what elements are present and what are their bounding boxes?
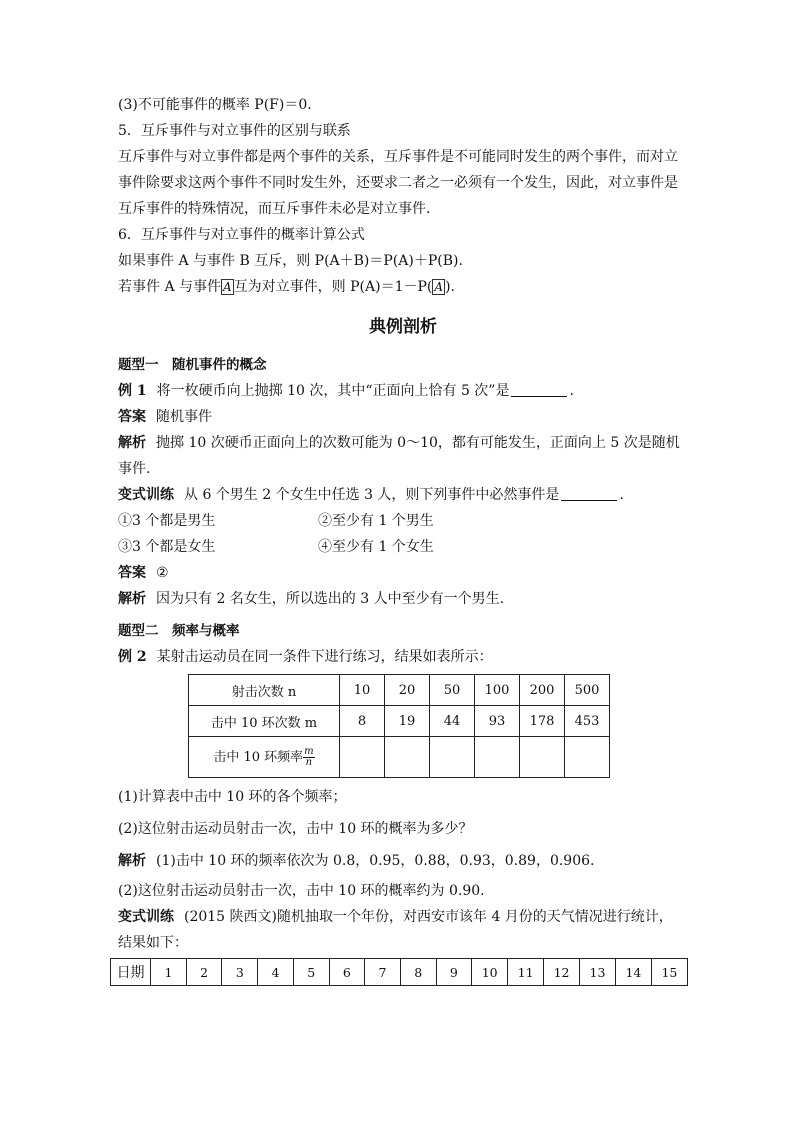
table-row: [189, 737, 610, 778]
table-cell: [430, 737, 475, 778]
table-cell: 5: [293, 959, 329, 986]
table-cell: 击中 10 环次数 m: [189, 706, 340, 737]
table-cell: 453: [565, 706, 610, 737]
options-row-2: [118, 534, 688, 560]
table-cell: 1: [151, 959, 187, 986]
paragraph-5-line-1: 互斥事件与对立事件都是两个事件的关系，互斥事件是不可能同时发生的两个事件，而对立: [118, 149, 678, 165]
table-cell: 7: [365, 959, 401, 986]
table-cell: 射击次数 n: [189, 675, 340, 706]
table-cell: [565, 737, 610, 778]
table-cell: 93: [475, 706, 520, 737]
table-cell: 11: [508, 959, 544, 986]
complement-a-box: A: [223, 280, 232, 294]
example-2: 例 2 某射击运动员在同一条件下进行练习，结果如表所示：: [118, 649, 493, 665]
table-cell: 44: [430, 706, 475, 737]
option-3: ③3 个都是女生: [118, 539, 216, 555]
table-cell: 击中 10 环频率 $\frac{m}{n}$: [189, 737, 340, 778]
table-cell: 19: [385, 706, 430, 737]
table-cell: 日期: [111, 959, 151, 986]
option-2: ②至少有 1 个男生: [318, 513, 434, 529]
paragraph-5-line-2: 事件除要求这两个事件不同时发生外，还要求二者之一必须有一个发生，因此，对立事件是: [118, 175, 678, 191]
table-row: [111, 959, 688, 986]
answer-blank: [511, 382, 567, 397]
document-page: [118, 92, 688, 986]
example-1: 例 1 将一枚硬币向上抛掷 10 次，其中“正面向上恰有 5 次”是 .: [118, 383, 574, 399]
option-1: ①3 个都是男生: [118, 513, 216, 529]
table-cell: 178: [520, 706, 565, 737]
options-row-1: [118, 508, 688, 534]
analysis-1-line-2: 事件.: [118, 461, 151, 477]
table-cell: 8: [340, 706, 385, 737]
table-cell: [475, 737, 520, 778]
table-cell: 2: [186, 959, 222, 986]
section-title: 典例剖析: [369, 317, 437, 337]
table-cell: 6: [329, 959, 365, 986]
fraction-m-over-n: $\frac{m}{n}$: [304, 746, 314, 768]
impossible-event-line: (3)不可能事件的概率 P(F)＝0.: [118, 97, 312, 113]
table-cell: 15: [651, 959, 687, 986]
heading-5: 5．互斥事件与对立事件的区别与联系: [118, 123, 351, 139]
heading-6: 6．互斥事件与对立事件的概率计算公式: [118, 227, 365, 243]
analysis-3-line-1: 解析 (1)击中 10 环的频率依次为 0.8，0.95，0.88，0.93，0.89，0.906.: [118, 853, 595, 869]
table-cell: 200: [520, 675, 565, 706]
table-row: [189, 675, 610, 706]
question-2: (2)这位射击运动员射击一次，击中 10 环的概率为多少？: [118, 821, 473, 837]
complement-a-box-2: A: [434, 280, 444, 294]
table-cell: 20: [385, 675, 430, 706]
formula-complementary: 若事件 A 与事件 A 互为对立事件，则 P(A)＝1－P( A ).: [118, 279, 455, 295]
table-cell: [340, 737, 385, 778]
analysis-1-line-1: 解析 抛掷 10 次硬币正面向上的次数可能为 0～10，都有可能发生，正面向上 5 次是随机: [118, 435, 680, 451]
table-cell: 50: [430, 675, 475, 706]
table-cell: 9: [436, 959, 472, 986]
table-cell: [520, 737, 565, 778]
table-cell: 3: [222, 959, 258, 986]
formula-mutually-exclusive: 如果事件 A 与事件 B 互斥，则 P(A＋B)＝P(A)＋P(B).: [118, 253, 463, 269]
shooting-table: [188, 674, 610, 778]
answer-blank: [561, 486, 617, 501]
variant-2-line-1: 变式训练 (2015 陕西文)随机抽取一个年份，对西安市该年 4 月份的天气情况进行统计，: [118, 909, 673, 925]
table-cell: 12: [544, 959, 580, 986]
paragraph-5-line-3: 互斥事件的特殊情况，而互斥事件未必是对立事件．: [118, 201, 440, 217]
type2-title: 题型二 频率与概率: [118, 623, 240, 639]
table-cell: 13: [580, 959, 616, 986]
variant-1: 变式训练 从 6 个男生 2 个女生中任选 3 人，则下列事件中必然事件是 .: [118, 487, 624, 503]
question-1: (1)计算表中击中 10 环的各个频率；: [118, 789, 347, 805]
table-cell: 14: [615, 959, 651, 986]
table-cell: [385, 737, 430, 778]
answer-2: 答案 ②: [118, 565, 169, 581]
analysis-3-line-2: (2)这位射击运动员射击一次，击中 10 环的概率约为 0.90.: [118, 883, 485, 899]
answer-1: 答案 随机事件: [118, 409, 212, 425]
type1-title: 题型一 随机事件的概念: [118, 357, 267, 373]
variant-2-line-2: 结果如下：: [118, 935, 188, 951]
weather-date-table: [110, 958, 688, 986]
table-cell: 10: [472, 959, 508, 986]
table-cell: 8: [400, 959, 436, 986]
table-cell: 500: [565, 675, 610, 706]
table-cell: 10: [340, 675, 385, 706]
table-cell: 4: [258, 959, 294, 986]
analysis-2: 解析 因为只有 2 名女生，所以选出的 3 人中至少有一个男生.: [118, 591, 505, 607]
table-row: [189, 706, 610, 737]
option-4: ④至少有 1 个女生: [318, 539, 434, 555]
table-cell: 100: [475, 675, 520, 706]
